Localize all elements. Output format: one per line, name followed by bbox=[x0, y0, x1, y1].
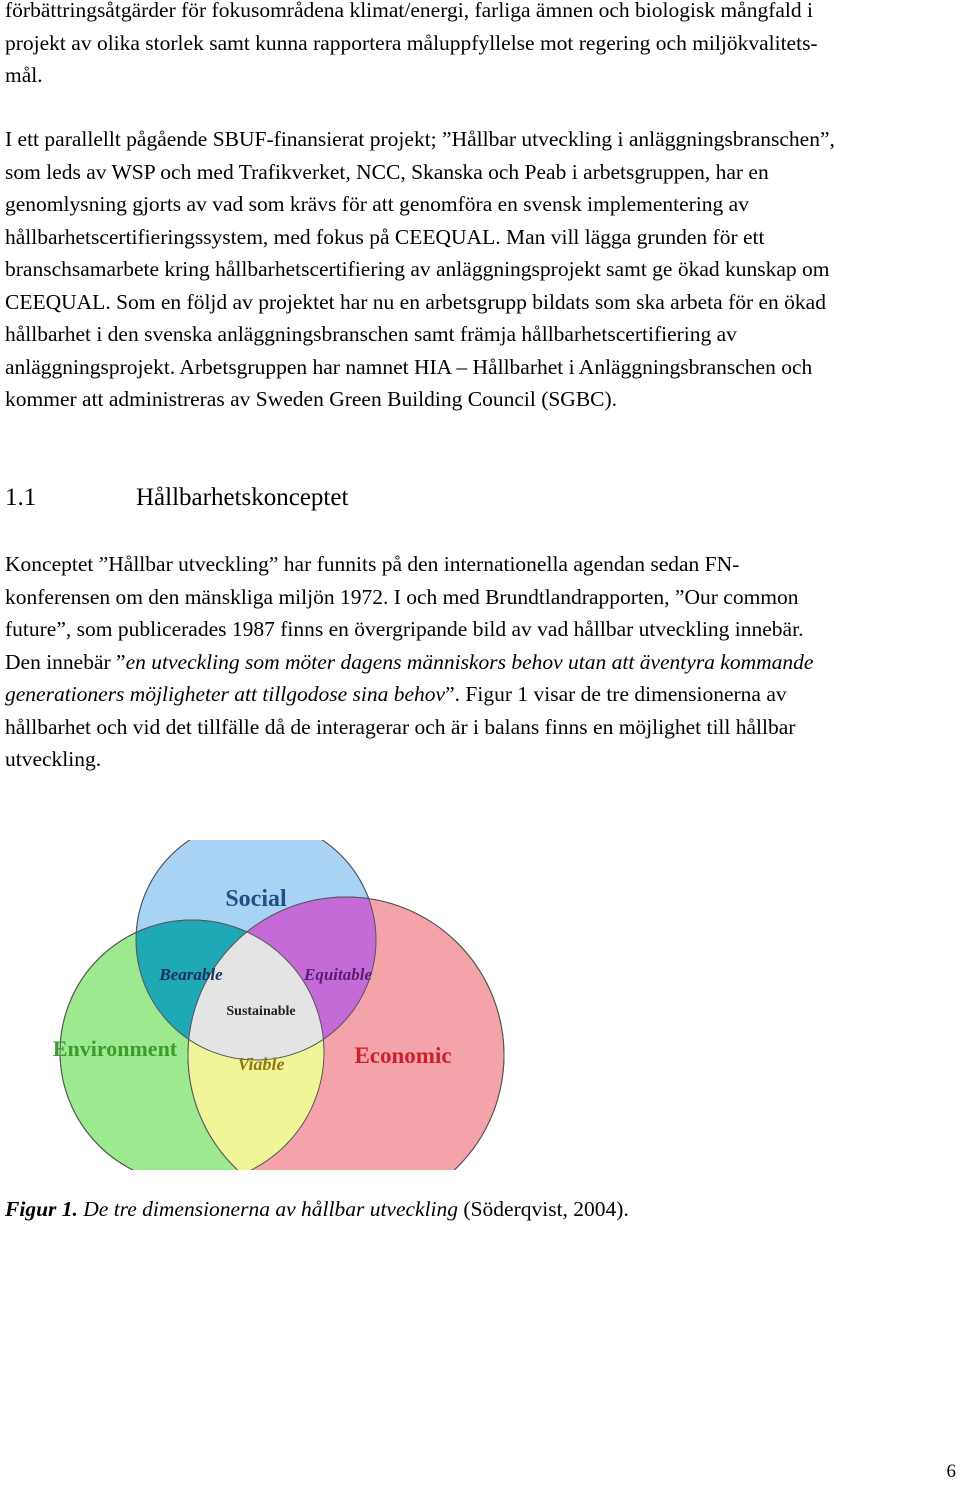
text-line: hållbarhet i den svenska anläggningsbranschen samt främja hållbarhetscertifiering av bbox=[5, 322, 737, 346]
paragraph-sbuf-project bbox=[5, 123, 955, 416]
text-run: ”. Figur 1 visar de tre dimensionerna av bbox=[445, 682, 787, 706]
paragraph-concept bbox=[5, 548, 955, 776]
quote-italic: en utveckling som möter dagens människors behov utan att äventyra kommande bbox=[125, 649, 814, 674]
label-sustainable: Sustainable bbox=[226, 1004, 296, 1019]
section-title: Hållbarhetskonceptet bbox=[136, 484, 349, 511]
text-line: utveckling. bbox=[5, 747, 102, 771]
section-number: 1.1 bbox=[5, 484, 37, 511]
paragraph-intro bbox=[5, 0, 955, 92]
text-line: anläggningsprojekt. Arbetsgruppen har namnet HIA – Hållbarhet i Anläggningsbranschen och bbox=[5, 354, 813, 379]
caption-source: (Söderqvist, 2004). bbox=[458, 1197, 629, 1221]
text-line bbox=[5, 646, 955, 679]
label-equitable: Equitable bbox=[303, 965, 373, 984]
section-heading bbox=[5, 481, 348, 515]
text-line: kommer att administreras av Sweden Green Building Council (SGBC). bbox=[5, 387, 618, 411]
sustainability-venn-diagram bbox=[30, 840, 510, 1170]
figure-caption bbox=[5, 1193, 629, 1225]
text-line: genomlysning gjorts av vad som krävs för att genomföra en svensk implementering av bbox=[5, 192, 749, 216]
text-line: som leds av WSP och med Trafikverket, NCC, Skanska och Peab i arbetsgruppen, har en bbox=[5, 159, 769, 184]
text-line: I ett parallellt pågående SBUF-finansierat projekt; ”Hållbar utveckling i anläggningsbranschen”, bbox=[5, 127, 835, 151]
label-environment: Environment bbox=[52, 1036, 178, 1061]
text-line: Konceptet ”Hållbar utveckling” har funnits på den internationella agendan sedan FN- bbox=[5, 552, 740, 576]
text-line bbox=[5, 678, 955, 711]
text-line: CEEQUAL. Som en följd av projektet har nu en arbetsgrupp bildats som ska arbeta för en ökad bbox=[5, 289, 826, 314]
label-social: Social bbox=[225, 886, 287, 912]
label-viable: Viable bbox=[237, 1054, 285, 1074]
quote-italic: generationers möjligheter att tillgodose sina behov bbox=[5, 682, 446, 706]
label-bearable: Bearable bbox=[159, 965, 223, 984]
text-line: branschsamarbete kring hållbarhetscertifiering av anläggningsprojekt samt ge ökad kunskap om bbox=[5, 257, 830, 281]
text-line: förbättringsåtgärder för fokusområdena klimat/energi, farliga ämnen och biologisk mångfald i bbox=[5, 0, 813, 22]
text-line: future”, som publicerades 1987 finns en övergripande bild av vad hållbar utveckling innebär. bbox=[5, 617, 804, 641]
page-number: 6 bbox=[946, 1461, 956, 1482]
text-line: projekt av olika storlek samt kunna rapportera måluppfyllelse mot regering och miljökvalitets- bbox=[5, 30, 818, 55]
label-economic: Economic bbox=[354, 1043, 452, 1068]
caption-label: Figur 1. bbox=[5, 1197, 78, 1221]
caption-title: De tre dimensionerna av hållbar utveckling bbox=[83, 1197, 459, 1221]
text-line: mål. bbox=[5, 63, 43, 87]
text-line: konferensen om den mänskliga miljön 1972. I och med Brundtlandrapporten, ”Our common bbox=[5, 584, 799, 609]
text-line: hållbarhet och vid det tillfälle då de interagerar och är i balans finns en möjlighet till hållbar bbox=[5, 714, 796, 739]
text-line: hållbarhetscertifieringssystem, med fokus på CEEQUAL. Man vill lägga grunden för ett bbox=[5, 224, 765, 249]
text-run: Den innebär ” bbox=[5, 649, 126, 674]
